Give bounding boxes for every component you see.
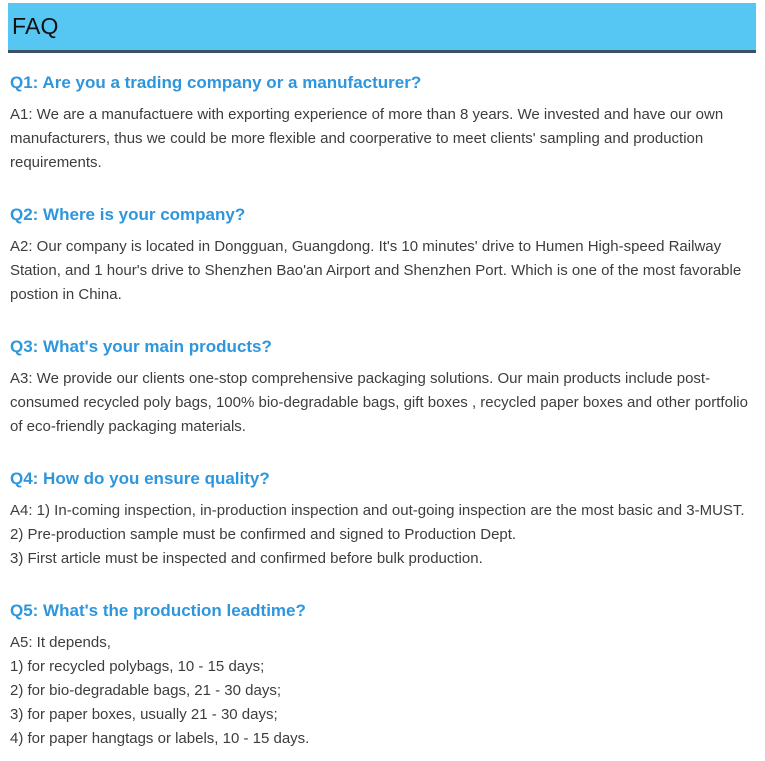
faq-answer-line: A4: 1) In-coming inspection, in-production inspection and out-going inspection are the most basic and 3-MUST. [10,502,745,519]
faq-section-header [8,3,756,53]
faq-answer-line: A1: We are a manufactuere with exporting experience of more than 8 years. We invested and have our own manufacturers, thus we could be more flexible and coorperative to meet clients' sampling and production requirements. [10,106,724,171]
faq-answer-line: 3) First article must be inspected and confirmed before bulk production. [10,550,483,567]
faq-item-q2 [10,204,756,307]
faq-question: Q3: What's your main products? [10,337,272,356]
faq-question: Q5: What's the production leadtime? [10,601,306,620]
faq-answer-line: 3) for paper boxes, usually 21 - 30 days; [10,706,278,723]
faq-list [8,72,756,751]
faq-answer [10,235,756,307]
faq-answer [10,103,756,175]
faq-question: Q2: Where is your company? [10,205,246,224]
faq-answer-line: A3: We provide our clients one-stop comprehensive packaging solutions. Our main products include post-consumed recycled poly bags, 100% bio-degradable bags, gift boxes , recycled paper boxes and other portfolio of eco-friendly packaging materials. [10,370,748,435]
faq-question: Q1: Are you a trading company or a manufacturer? [10,73,422,92]
faq-item-q3 [10,336,756,439]
faq-item-q5 [10,600,756,751]
faq-answer-line: A2: Our company is located in Dongguan, Guangdong. It's 10 minutes' drive to Humen High-speed Railway Station, and 1 hour's drive to Shenzhen Bao'an Airport and Shenzhen Port. Which is one of the most favorable postion in China. [10,238,742,303]
faq-answer-line: 1) for recycled polybags, 10 - 15 days; [10,658,265,675]
faq-answer-line: 2) Pre-production sample must be confirmed and signed to Production Dept. [10,526,517,543]
faq-section-title: FAQ [12,13,59,39]
faq-question: Q4: How do you ensure quality? [10,469,270,488]
faq-answer-line: 4) for paper hangtags or labels, 10 - 15 days. [10,730,310,747]
faq-item-q4 [10,468,756,571]
faq-answer-line: 2) for bio-degradable bags, 21 - 30 days; [10,682,282,699]
faq-answer [10,367,756,439]
faq-answer [10,631,756,751]
faq-answer [10,499,756,571]
faq-answer-line: A5: It depends, [10,634,111,651]
faq-item-q1 [10,72,756,175]
